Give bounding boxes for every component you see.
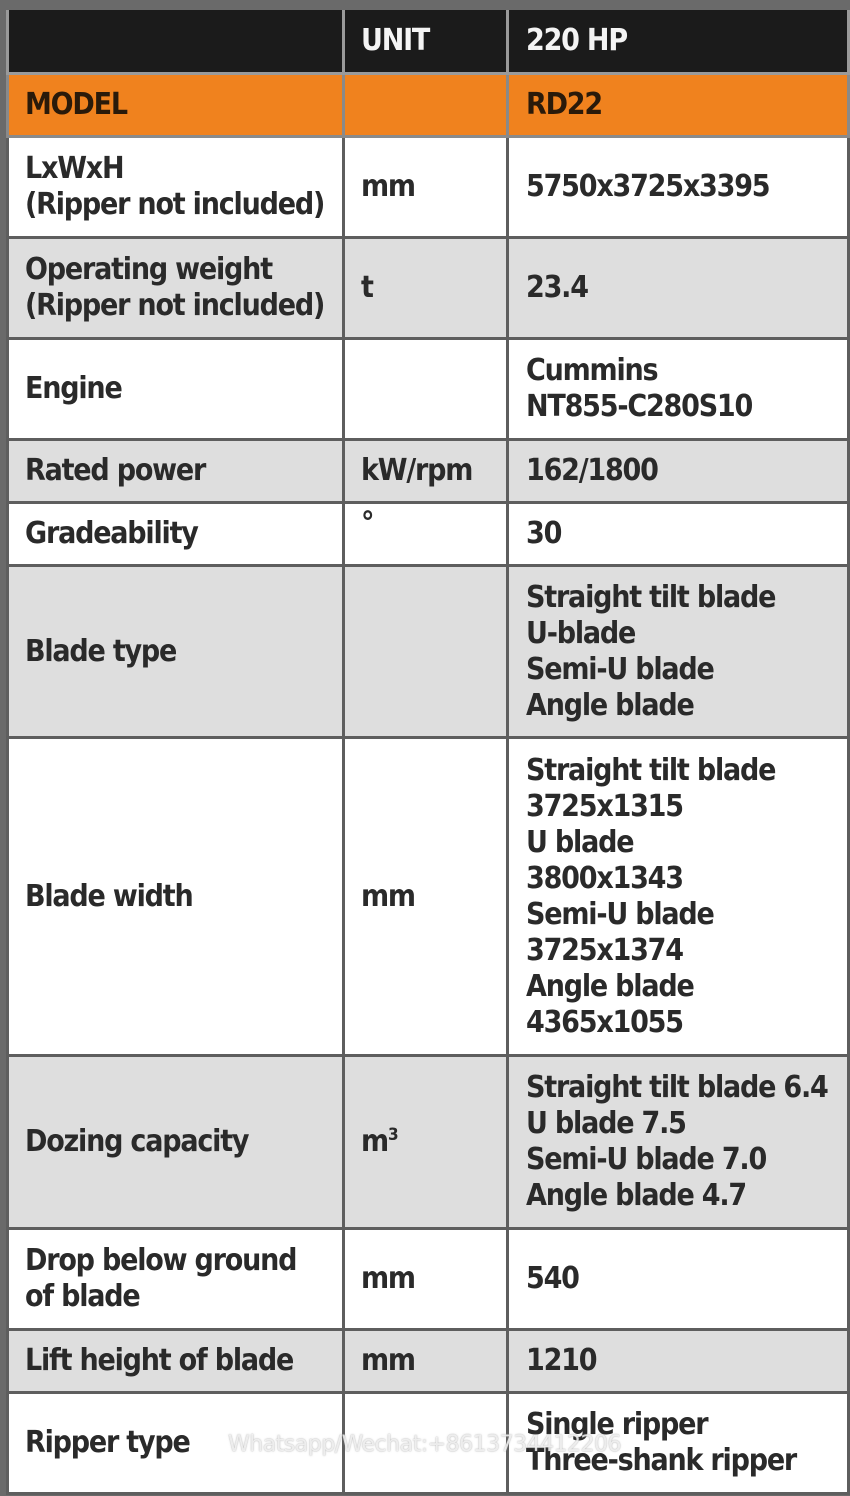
row-label-line: (Ripper not included) [25, 288, 325, 323]
row-value-line: Angle blade [526, 687, 694, 723]
model-label-cell: MODEL [8, 74, 344, 137]
row-label-line: Drop below ground [25, 1243, 297, 1278]
row-value-line: 30 [526, 516, 562, 551]
row-label [8, 1229, 344, 1330]
model-unit-cell [344, 74, 508, 137]
row-value-line: 23.4 [526, 270, 588, 305]
row-value-line: Angle blade [526, 968, 694, 1004]
row-value-line: Angle blade 4.7 [526, 1178, 746, 1213]
row-label [8, 738, 344, 1056]
spec-row-gradeability [8, 503, 849, 566]
row-label [8, 440, 344, 503]
spec-row-blade-width [8, 738, 849, 1056]
row-label-line: Lift height of blade [25, 1343, 294, 1378]
row-unit: mm [344, 137, 508, 238]
row-value-line: 162/1800 [526, 453, 658, 488]
row-unit: mm [344, 1229, 508, 1330]
row-label [8, 1056, 344, 1229]
row-value-line: 4365x1055 [526, 1004, 683, 1040]
row-value-line: U blade 7.5 [526, 1106, 686, 1141]
header-unit-cell: UNIT [344, 10, 508, 74]
row-value-line: Straight tilt blade 6.4 [526, 1070, 828, 1105]
header-row [8, 10, 849, 74]
row-unit [344, 1056, 508, 1229]
row-value-line: 3725x1374 [526, 932, 683, 968]
spec-row-dozing-capacity [8, 1056, 849, 1229]
row-value [508, 339, 849, 440]
row-value-line: 3800x1343 [526, 860, 683, 896]
row-label-line: Gradeability [25, 516, 198, 551]
row-value-line: Semi-U blade [526, 651, 714, 687]
row-label-line: Engine [25, 371, 122, 406]
row-label-line: Ripper type [25, 1425, 190, 1460]
row-label-line: Operating weight [25, 252, 272, 287]
unit-text: m [361, 1124, 388, 1159]
row-value-line: Single ripper [526, 1407, 708, 1442]
row-value-line: Cummins [526, 353, 658, 388]
unit-superscript: 3 [387, 1125, 398, 1145]
row-value-line: U blade [526, 824, 634, 860]
row-unit: mm [344, 1330, 508, 1393]
degree-symbol: ° [361, 506, 374, 541]
model-value-cell: RD22 [508, 74, 849, 137]
row-value-line: 540 [526, 1261, 579, 1296]
row-label-line: Dozing capacity [25, 1124, 249, 1159]
row-label-line: Blade width [25, 878, 193, 914]
row-value-line: 1210 [526, 1343, 597, 1378]
row-label [8, 238, 344, 339]
row-label-line: Blade type [25, 633, 177, 669]
row-label-line: (Ripper not included) [25, 187, 325, 222]
row-label-line: LxWxH [25, 151, 124, 186]
row-value-line: Straight tilt blade [526, 579, 776, 615]
row-unit: mm [344, 738, 508, 1056]
row-value [508, 137, 849, 238]
row-unit [344, 566, 508, 738]
row-label-line: Rated power [25, 453, 206, 488]
spec-row-drop-below-ground [8, 1229, 849, 1330]
spec-row-rated-power [8, 440, 849, 503]
row-value-line: 3725x1315 [526, 788, 683, 824]
row-unit: kW/rpm [344, 440, 508, 503]
row-value-line: Semi-U blade [526, 896, 714, 932]
row-label [8, 566, 344, 738]
row-value [508, 440, 849, 503]
row-value [508, 1056, 849, 1229]
row-value [508, 1330, 849, 1393]
row-value-line: U-blade [526, 615, 636, 651]
spec-row-dimensions [8, 137, 849, 238]
row-value-line: Three-shank ripper [526, 1443, 797, 1478]
header-blank-cell [8, 10, 344, 74]
row-value-line: 5750x3725x3395 [526, 169, 770, 204]
row-label [8, 339, 344, 440]
spec-table [6, 10, 850, 1495]
spec-row-operating-weight [8, 238, 849, 339]
row-label-line: of blade [25, 1279, 140, 1314]
row-unit [344, 503, 508, 566]
row-value [508, 238, 849, 339]
header-power-cell: 220 HP [508, 10, 849, 74]
spec-row-lift-height [8, 1330, 849, 1393]
row-label [8, 1330, 344, 1393]
row-unit [344, 339, 508, 440]
row-value-line: Straight tilt blade [526, 752, 776, 788]
spec-row-blade-type [8, 566, 849, 738]
row-value [508, 503, 849, 566]
row-value [508, 1229, 849, 1330]
model-row [8, 74, 849, 137]
row-value-line: NT855-C280S10 [526, 389, 753, 424]
row-value [508, 566, 849, 738]
row-label [8, 503, 344, 566]
row-label [8, 137, 344, 238]
spec-row-engine [8, 339, 849, 440]
contact-watermark: Whatsapp/Wechat:+8613734412206 [228, 1432, 622, 1457]
row-unit: t [344, 238, 508, 339]
row-value [508, 738, 849, 1056]
row-value-line: Semi-U blade 7.0 [526, 1142, 767, 1177]
